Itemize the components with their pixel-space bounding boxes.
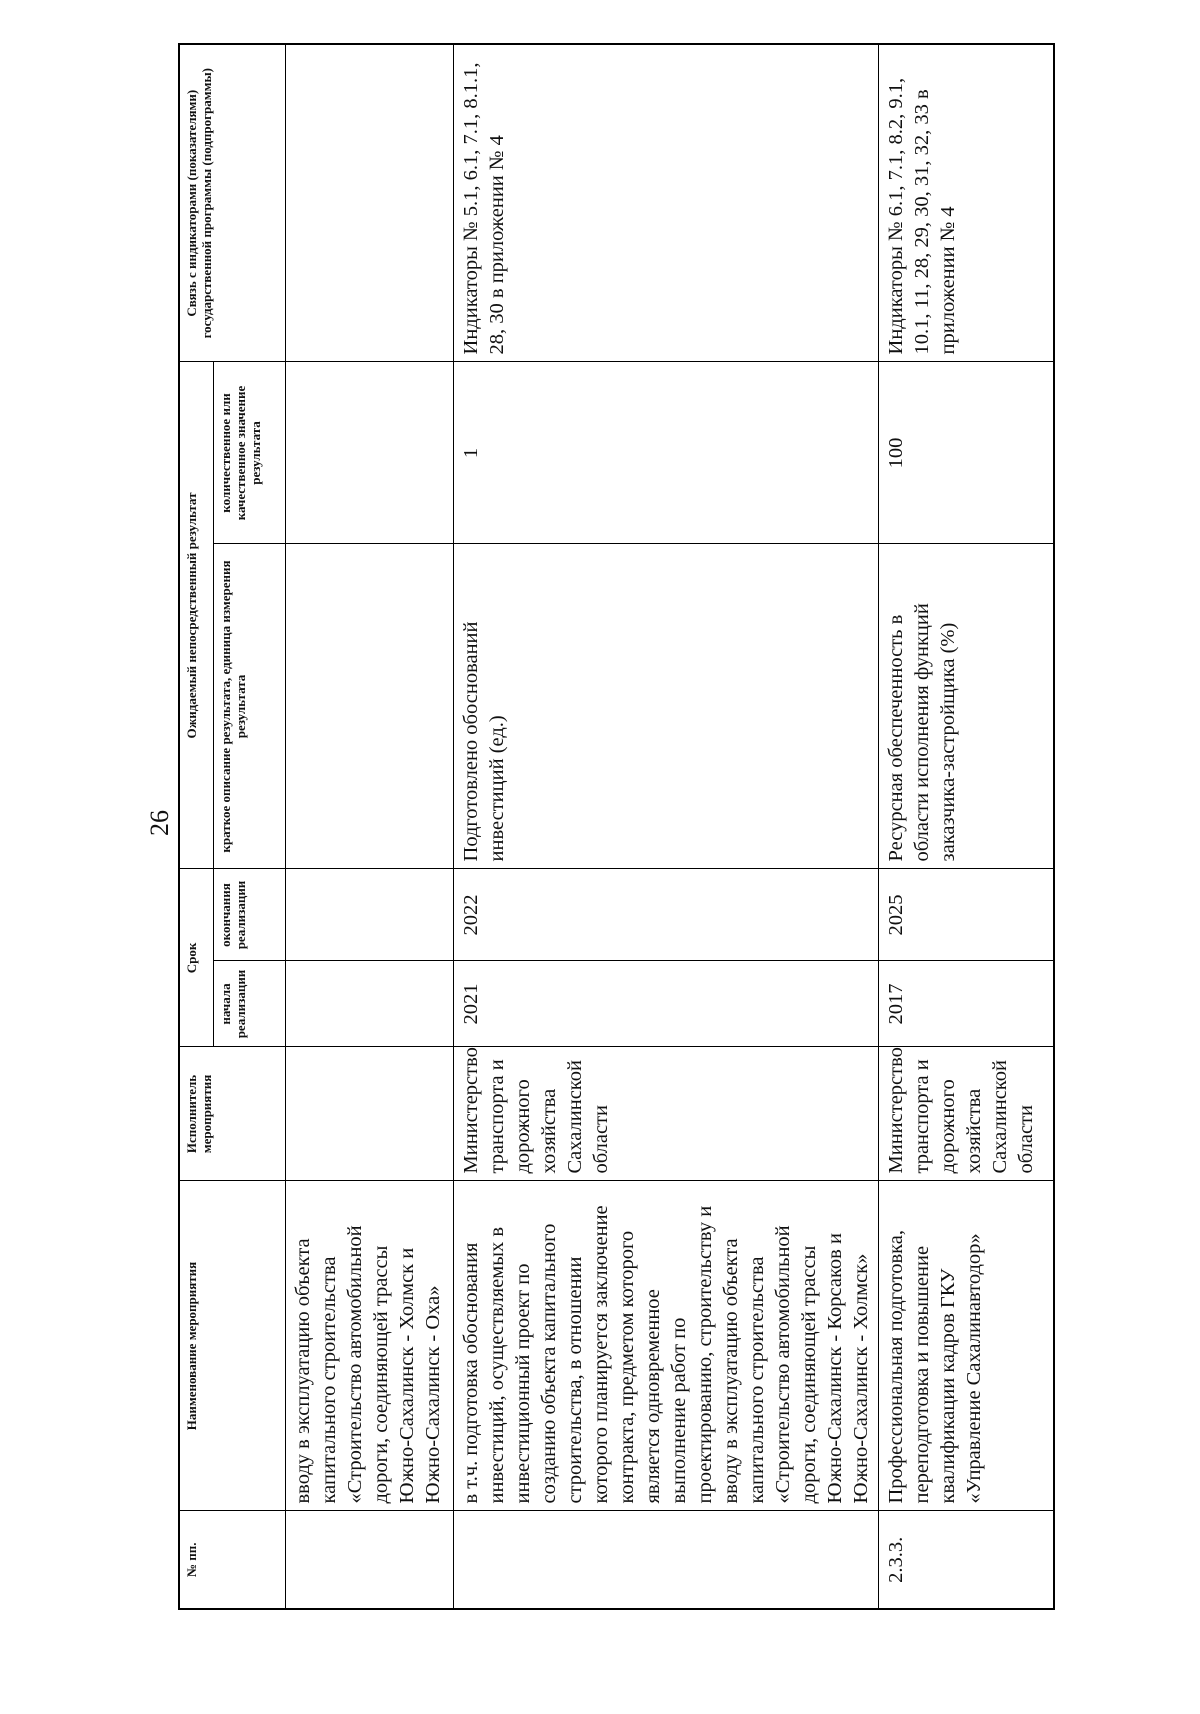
- cell-num: [285, 1511, 453, 1609]
- cell-start: [285, 961, 453, 1047]
- table-row: [285, 44, 453, 1609]
- cell-desc: Ресурсная обеспеченность в области исполнения функций заказчика-застройщика (%): [878, 544, 1054, 869]
- page-number: 26: [145, 810, 174, 836]
- cell-num: 2.3.3.: [878, 1511, 1054, 1609]
- cell-name: вводу в эксплуатацию объекта капитального строительства «Строительство автомобильной дороги, соединяющей трассы Южно-Сахалинск - Холмск и Южно-Сахалинск - Оха»: [285, 1181, 453, 1511]
- rotated-table-container: [178, 45, 1053, 1610]
- cell-indicators: Индикаторы № 6.1, 7.1, 8.2, 9.1, 10.1, 11, 28, 29, 30, 31, 32, 33 в приложении № 4: [878, 44, 1054, 362]
- cell-executor: Министерство транспорта и дорожного хозяйства Сахалинской области: [878, 1047, 1054, 1181]
- measures-table: [178, 43, 1055, 1610]
- header-indicators: Связь с индикаторами (показателями) государственной программы (подпрограммы): [179, 44, 285, 362]
- cell-desc: [285, 544, 453, 869]
- header-executor: Исполнитель мероприятия: [179, 1047, 285, 1181]
- header-term-end: окончания реализации: [213, 869, 285, 961]
- cell-executor: [285, 1047, 453, 1181]
- cell-end: 2022: [453, 869, 878, 961]
- table-row: [878, 44, 1054, 1609]
- table-row: [453, 44, 878, 1609]
- cell-indicators: Индикаторы № 5.1, 6.1, 7.1, 8.1.1, 28, 30 в приложении № 4: [453, 44, 878, 362]
- cell-indicators: [285, 44, 453, 362]
- cell-name: в т.ч. подготовка обоснования инвестиций, осуществляемых в инвестиционный проект по созданию объекта капитального строительства, в отношении которого планируется заключение контракта, предметом которого является одновременное выполнение работ по проектированию, строительству и вводу в эксплуатацию объекта капитального строительства «Строительство автомобильной дороги, соединяющей трассы Южно-Сахалинск - Корсаков и Южно-Сахалинск - Холмск»: [453, 1181, 878, 1511]
- header-term-start: начала реализации: [213, 961, 285, 1047]
- cell-desc: Подготовлено обоснований инвестиций (ед.): [453, 544, 878, 869]
- header-name: Наименование мероприятия: [179, 1181, 285, 1511]
- cell-executor: Министерство транспорта и дорожного хозяйства Сахалинской области: [453, 1047, 878, 1181]
- cell-value: 100: [878, 362, 1054, 544]
- cell-value: 1: [453, 362, 878, 544]
- cell-end: [285, 869, 453, 961]
- header-result-value: количественное или качественное значение результата: [213, 362, 285, 544]
- header-result: Ожидаемый непосредственный результат: [179, 362, 213, 869]
- table-header: [179, 44, 285, 1609]
- cell-value: [285, 362, 453, 544]
- header-result-desc: краткое описание результата, единица измерения результата: [213, 544, 285, 869]
- header-num: № пп.: [179, 1511, 285, 1609]
- cell-num: [453, 1511, 878, 1609]
- cell-name: Профессиональная подготовка, переподготовка и повышение квалификации кадров ГКУ «Управление Сахалинавтодор»: [878, 1181, 1054, 1511]
- cell-start: 2017: [878, 961, 1054, 1047]
- header-term: Срок: [179, 869, 213, 1047]
- cell-end: 2025: [878, 869, 1054, 961]
- cell-start: 2021: [453, 961, 878, 1047]
